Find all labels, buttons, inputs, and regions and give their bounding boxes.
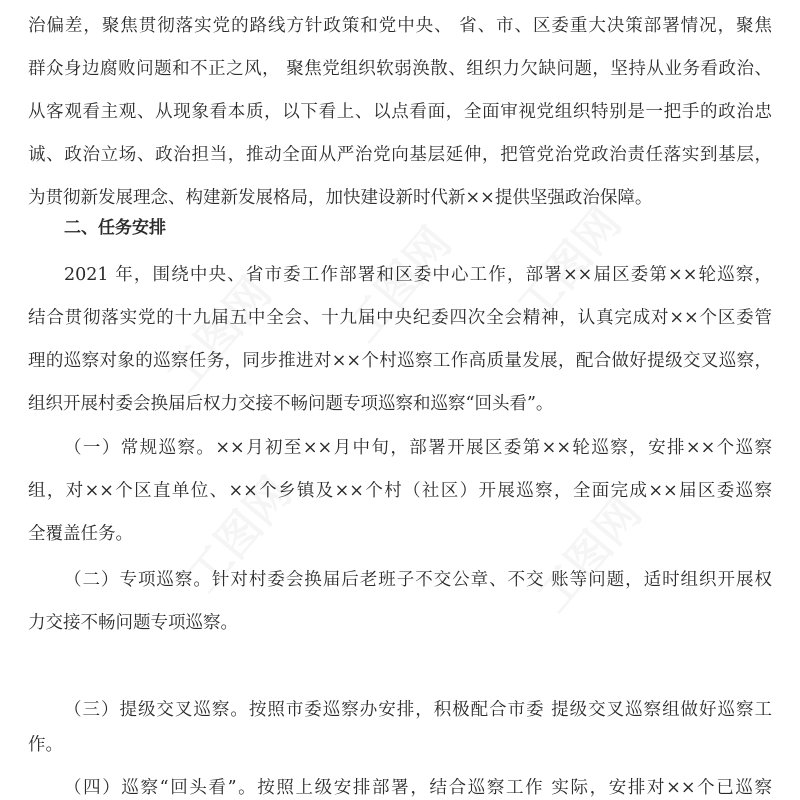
- text-line: 结合贯彻落实党的十九届五中全会、十九届中央纪委四次全会精神，认真完成对××个区委管: [28, 308, 772, 328]
- text-line: （二）专项巡察。针对村委会换届后老班子不交公章、不交 账等问题，适时组织开展权: [64, 570, 772, 590]
- text-line: 从客观看主观、从现象看本质，以下看上、以点看面，全面审视党组织特别是一把手的政治忠: [28, 102, 772, 122]
- text-line: 全覆盖任务。: [28, 524, 133, 544]
- text-line: 2021 年，围绕中央、省市委工作部署和区委中心工作，部署××届区委第××轮巡察，: [64, 265, 772, 285]
- text-line: 理的巡察对象的巡察任务，同步推进对××个村巡察工作高质量发展，配合做好提级交叉巡察，: [28, 351, 772, 371]
- text-line: （四）巡察“回头看”。按照上级安排部署，结合巡察工作 实际，安排对××个已巡察: [64, 778, 772, 798]
- text-line: 作。: [28, 735, 63, 755]
- text-line: 为贯彻新发展理念、构建新发展格局，加快建设新时代新××提供坚强政治保障。: [28, 188, 653, 208]
- text-line: 组，对××个区直单位、××个乡镇及××个村（社区）开展巡察，全面完成××届区委巡察: [28, 481, 772, 501]
- text-line: 群众身边腐败问题和不正之风， 聚焦党组织软弱涣散、组织力欠缺问题，坚持从业务看政治、: [28, 59, 772, 79]
- text-line: 治偏差，聚焦贯彻落实党的路线方针政策和党中央、 省、市、区委重大决策部署情况，聚焦: [28, 16, 772, 36]
- text-line: 诚、政治立场、政治担当，推动全面从严治党向基层延伸，把管党治党政治责任落实到基层，: [28, 145, 772, 165]
- text-line: 力交接不畅问题专项巡察。: [28, 613, 238, 633]
- section-heading: 二、任务安排: [64, 218, 166, 238]
- text-line: 组织开展村委会换届后权力交接不畅问题专项巡察和巡察“回头看”。: [28, 394, 554, 414]
- text-line: （三）提级交叉巡察。按照市委巡察办安排，积极配合市委 提级交叉巡察组做好巡察工: [64, 700, 772, 720]
- text-line: （一）常规巡察。××月初至××月中旬，部署开展区委第××轮巡察，安排××个巡察: [64, 438, 772, 458]
